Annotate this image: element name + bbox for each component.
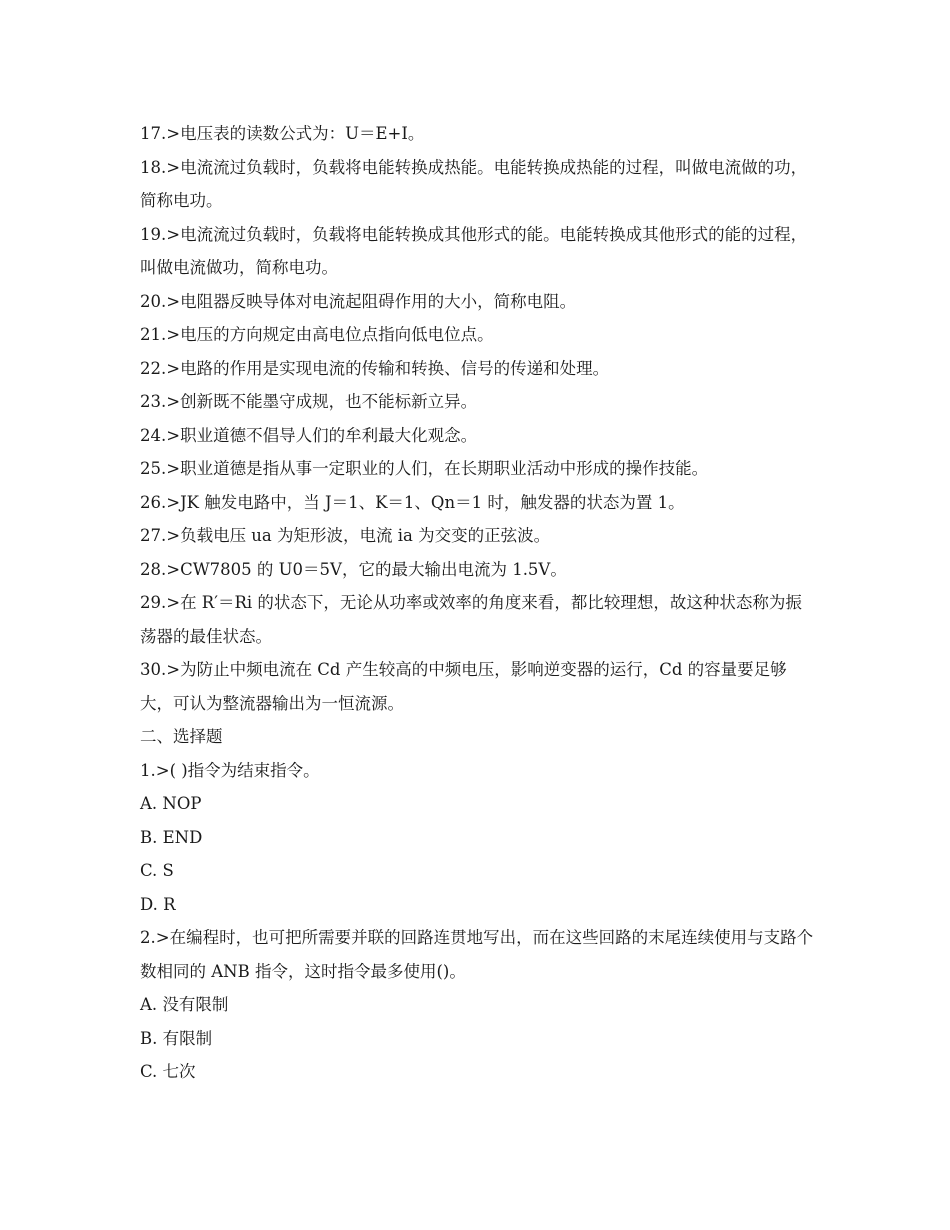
statement-24: 24.>职业道德不倡导人们的牟利最大化观念。 <box>140 425 478 445</box>
question-2-option-c: C. 七次 <box>140 1062 196 1081</box>
statement-20: 20.>电阻器反映导体对电流起阻碍作用的大小，简称电阻。 <box>140 291 577 311</box>
statement-28: 28.>CW7805 的 U0＝5V，它的最大输出电流为 1.5V。 <box>140 559 567 579</box>
statement-22: 22.>电路的作用是实现电流的传输和转换、信号的传递和处理。 <box>140 358 610 378</box>
statement-27: 27.>负载电压 ua 为矩形波，电流 ia 为交变的正弦波。 <box>140 526 551 545</box>
statement-19: 19.>电流流过负载时，负载将电能转换成其他形式的能。电能转换成其他形式的能的过程，叫做电流做功，简称电功。 <box>140 224 808 277</box>
question-2-option-a: A. 没有限制 <box>140 995 229 1014</box>
question-1-option-a: A. NOP <box>140 794 202 813</box>
statement-26: 26.>JK 触发电路中，当 J＝1、K＝1、Qn＝1 时，触发器的状态为置 1。 <box>140 492 685 512</box>
section-heading: 二、选择题 <box>140 727 223 746</box>
statement-25: 25.>职业道德是指从事一定职业的人们，在长期职业活动中形成的操作技能。 <box>140 459 709 478</box>
question-2-option-b: B. 有限制 <box>140 1028 213 1048</box>
question-1-option-b: B. END <box>140 827 203 847</box>
question-2: 2.>在编程时，也可把所需要并联的回路连贯地写出，而在这些回路的末尾连续使用与支路个数相同的 ANB 指令，这时指令最多使用()。 <box>140 928 814 981</box>
statement-18: 18.>电流流过负载时，负载将电能转换成热能。电能转换成热能的过程，叫做电流做的功，简称电功。 <box>140 157 808 210</box>
question-1: 1.>( )指令为结束指令。 <box>140 760 320 780</box>
question-1-option-c: C. S <box>140 861 174 880</box>
statement-30: 30.>为防止中频电流在 Cd 产生较高的中频电压，影响逆变器的运行，Cd 的容量要足够大，可认为整流器输出为一恒流源。 <box>140 660 787 713</box>
statement-23: 23.>创新既不能墨守成规，也不能标新立异。 <box>140 392 478 411</box>
statement-21: 21.>电压的方向规定由高电位点指向低电位点。 <box>140 325 494 344</box>
document-body <box>140 117 815 1089</box>
statement-17: 17.>电压表的读数公式为：U＝E+I。 <box>140 124 425 143</box>
statement-29: 29.>在 R′＝Ri 的状态下，无论从功率或效率的角度来看，都比较理想，故这种状态称为振荡器的最佳状态。 <box>140 593 802 646</box>
question-1-option-d: D. R <box>140 894 176 914</box>
